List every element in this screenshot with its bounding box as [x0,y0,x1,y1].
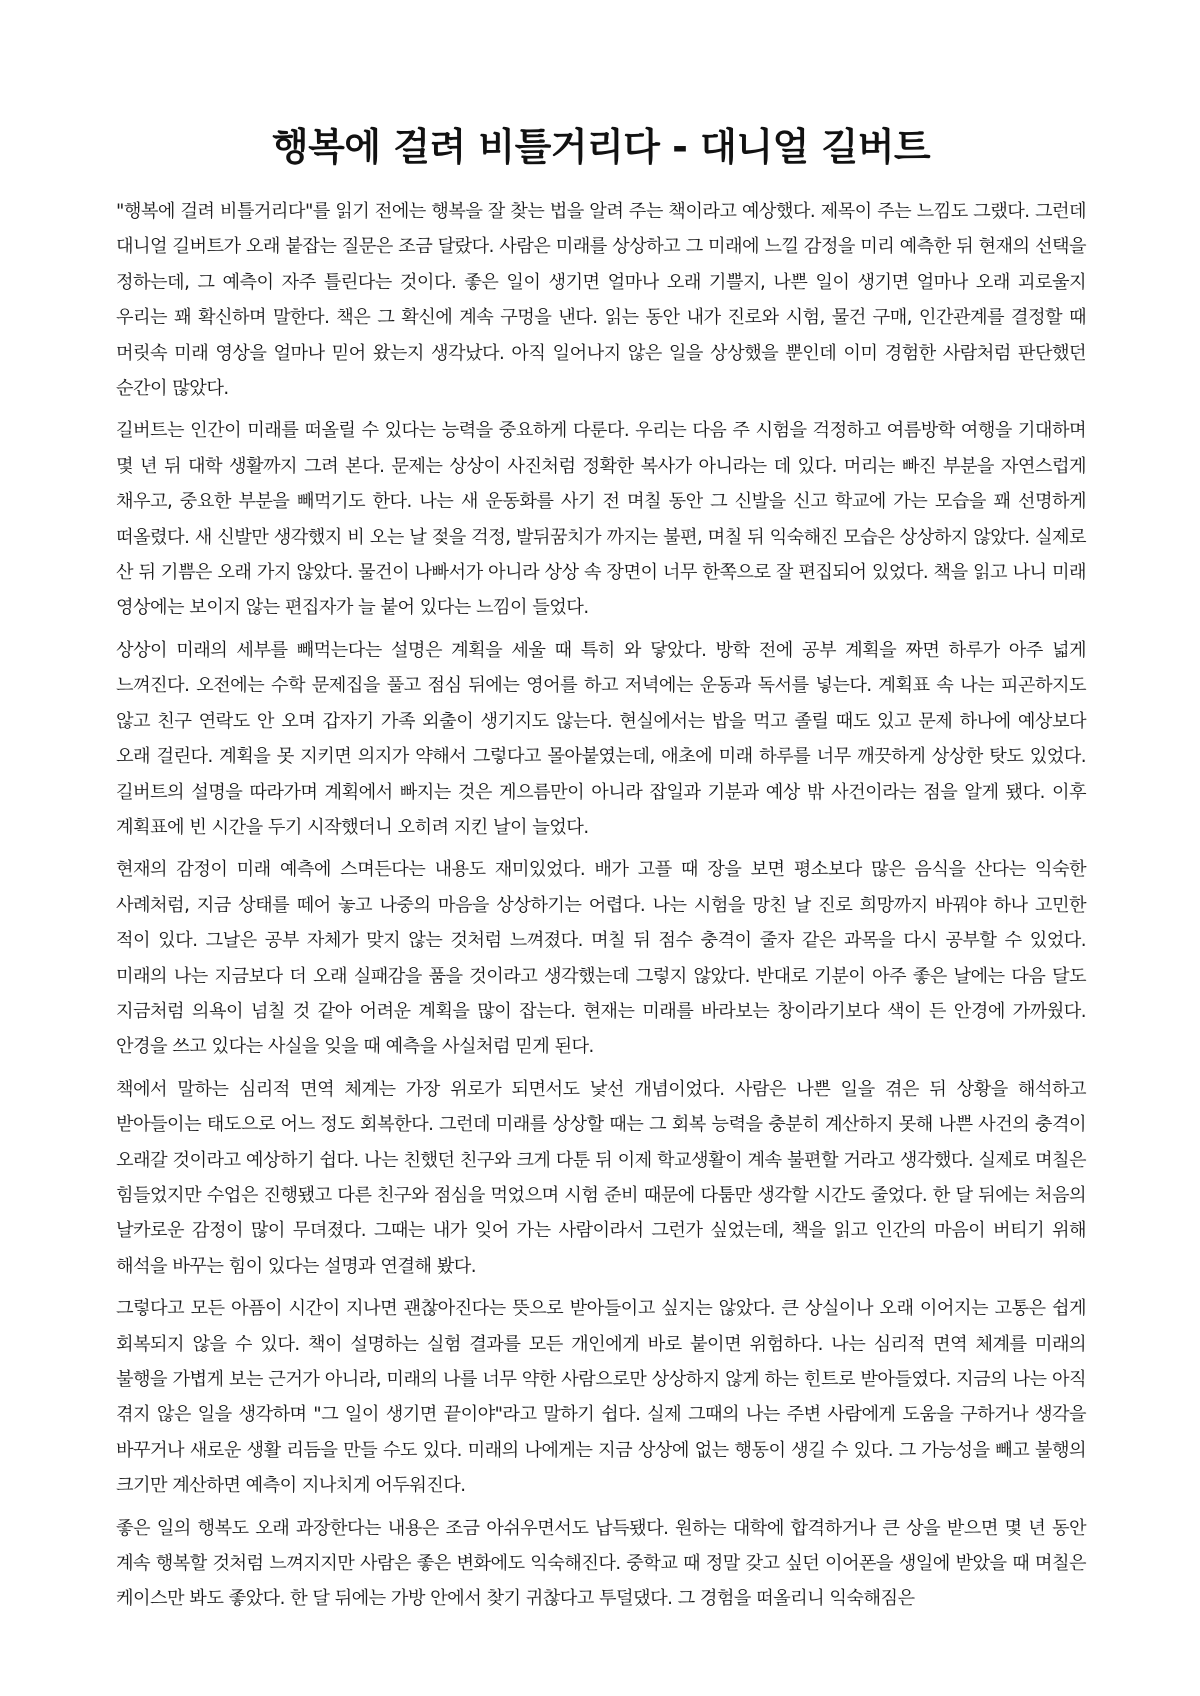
body-paragraph-7: 좋은 일의 행복도 오래 과장한다는 내용은 조금 아쉬우면서도 납득됐다. 원하는 대학에 합격하거나 큰 상을 받으면 몇 년 동안 계속 행복할 것처럼 느껴지지만 사람은 좋은 변화에도 익숙해진다. 중학교 때 정말 갖고 싶던 이어폰을 생일에 받았을 때 며칠은 케이스만 봐도 좋았다. 한 달 뒤에는 가방 안에서 찾기 귀찮다고 투덜댔다. 그 경험을 떠올리니 익숙해짐은 [116,1517,1086,1610]
body-paragraph-5: 책에서 말하는 심리적 면역 체계는 가장 위로가 되면서도 낯선 개념이었다. 사람은 나쁜 일을 겪은 뒤 상황을 해석하고 받아들이는 태도으로 어느 정도 회복한다. 그런데 미래를 상상할 때는 그 회복 능력을 충분히 계산하지 못해 나쁜 사건의 충격이 오래갈 것이라고 예상하기 쉽다. 나는 친했던 친구와 크게 다툰 뒤 이제 학교생활이 계속 불편할 거라고 생각했다. 실제로 며칠은 힘들었지만 수업은 진행됐고 다른 친구와 점심을 먹었으며 시험 준비 때문에 다툼만 생각할 시간도 줄었다. 한 달 뒤에는 처음의 날카로운 감정이 많이 무뎌졌다. 그때는 내가 잊어 가는 사람이라서 그런가 싶었는데, 책을 읽고 인간의 마음이 버티기 위해 해석을 바꾸는 힘이 있다는 설명과 연결해 봤다. [116,1078,1086,1277]
body-paragraph-1: "행복에 걸려 비틀거리다"를 읽기 전에는 행복을 잘 찾는 법을 알려 주는 책이라고 예상했다. 제목이 주는 느낌도 그랬다. 그런데 대니얼 길버트가 오래 붙잡는 질문은 조금 달랐다. 사람은 미래를 상상하고 그 미래에 느낄 감정을 미리 예측한 뒤 현재의 선택을 정하는데, 그 예측이 자주 틀린다는 것이다. 좋은 일이 생기면 얼마나 오래 기쁠지, 나쁜 일이 생기면 얼마나 오래 괴로울지 우리는 꽤 확신하며 말한다. 책은 그 확신에 계속 구멍을 낸다. 읽는 동안 내가 진로와 시험, 물건 구매, 인간관계를 결정할 때 머릿속 미래 영상을 얼마나 믿어 왔는지 생각났다. 아직 일어나지 않은 일을 상상했을 뿐인데 이미 경험한 사람처럼 판단했던 순간이 많았다. [116,201,1086,400]
body-paragraph-4: 현재의 감정이 미래 예측에 스며든다는 내용도 재미있었다. 배가 고플 때 장을 보면 평소보다 많은 음식을 산다는 익숙한 사례처럼, 지금 상태를 떼어 놓고 나중의 마음을 상상하기는 어렵다. 나는 시험을 망친 날 진로 희망까지 바꿔야 하나 고민한 적이 있다. 그날은 공부 자체가 맞지 않는 것처럼 느껴졌다. 며칠 뒤 점수 충격이 줄자 같은 과목을 다시 공부할 수 있었다. 미래의 나는 지금보다 더 오래 실패감을 품을 것이라고 생각했는데 그렇지 않았다. 반대로 기분이 아주 좋은 날에는 다음 달도 지금처럼 의욕이 넘칠 것 같아 어려운 계획을 많이 잡는다. 현재는 미래를 바라보는 창이라기보다 색이 든 안경에 가까웠다. 안경을 쓰고 있다는 사실을 잊을 때 예측을 사실처럼 믿게 된다. [116,859,1086,1058]
document-title: 행복에 걸려 비틀거리다 - 대니얼 길버트 [271,125,931,169]
body-paragraph-6: 그렇다고 모든 아픔이 시간이 지나면 괜찮아진다는 뜻으로 받아들이고 싶지는 않았다. 큰 상실이나 오래 이어지는 고통은 쉽게 회복되지 않을 수 있다. 책이 설명하는 실험 결과를 모든 개인에게 바로 붙이면 위험하다. 나는 심리적 면역 체계를 미래의 불행을 가볍게 보는 근거가 아니라, 미래의 나를 너무 약한 사람으로만 상상하지 않게 하는 힌트로 받아들였다. 지금의 나는 아직 겪지 않은 일을 생각하며 "그 일이 생기면 끝이야"라고 말하기 쉽다. 실제 그때의 나는 주변 사람에게 도움을 구하거나 생각을 바꾸거나 새로운 생활 리듬을 만들 수도 있다. 미래의 나에게는 지금 상상에 없는 행동이 생길 수 있다. 그 가능성을 빼고 불행의 크기만 계산하면 예측이 지나치게 어두워진다. [116,1298,1086,1497]
body-paragraph-3: 상상이 미래의 세부를 빼먹는다는 설명은 계획을 세울 때 특히 와 닿았다. 방학 전에 공부 계획을 짜면 하루가 아주 넓게 느껴진다. 오전에는 수학 문제집을 풀고 점심 뒤에는 영어를 하고 저녁에는 운동과 독서를 넣는다. 계획표 속 나는 피곤하지도 않고 친구 연락도 안 오며 갑자기 가족 외출이 생기지도 않는다. 현실에서는 밥을 먹고 졸릴 때도 있고 문제 하나에 예상보다 오래 걸린다. 계획을 못 지키면 의지가 약해서 그렇다고 몰아붙였는데, 애초에 미래 하루를 너무 깨끗하게 상상한 탓도 있었다. 길버트의 설명을 따라가며 계획에서 빠지는 것은 게으름만이 아니라 잡일과 기분과 예상 밖 사건이라는 점을 알게 됐다. 이후 계획표에 빈 시간을 두기 시작했더니 오히려 지킨 날이 늘었다. [116,639,1086,838]
body-paragraph-2: 길버트는 인간이 미래를 떠올릴 수 있다는 능력을 중요하게 다룬다. 우리는 다음 주 시험을 걱정하고 여름방학 여행을 기대하며 몇 년 뒤 대학 생활까지 그려 본다. 문제는 상상이 사진처럼 정확한 복사가 아니라는 데 있다. 머리는 빠진 부분을 자연스럽게 채우고, 중요한 부분을 빼먹기도 한다. 나는 새 운동화를 사기 전 며칠 동안 그 신발을 신고 학교에 가는 모습을 꽤 선명하게 떠올렸다. 새 신발만 생각했지 비 오는 날 젖을 걱정, 발뒤꿈치가 까지는 불편, 며칠 뒤 익숙해진 모습은 상상하지 않았다. 실제로 산 뒤 기쁨은 오래 가지 않았다. 물건이 나빠서가 아니라 상상 속 장면이 너무 한쪽으로 잘 편집되어 있었다. 책을 읽고 나니 미래 영상에는 보이지 않는 편집자가 늘 붙어 있다는 느낌이 들었다. [116,420,1086,619]
document-body [116,194,1086,1617]
